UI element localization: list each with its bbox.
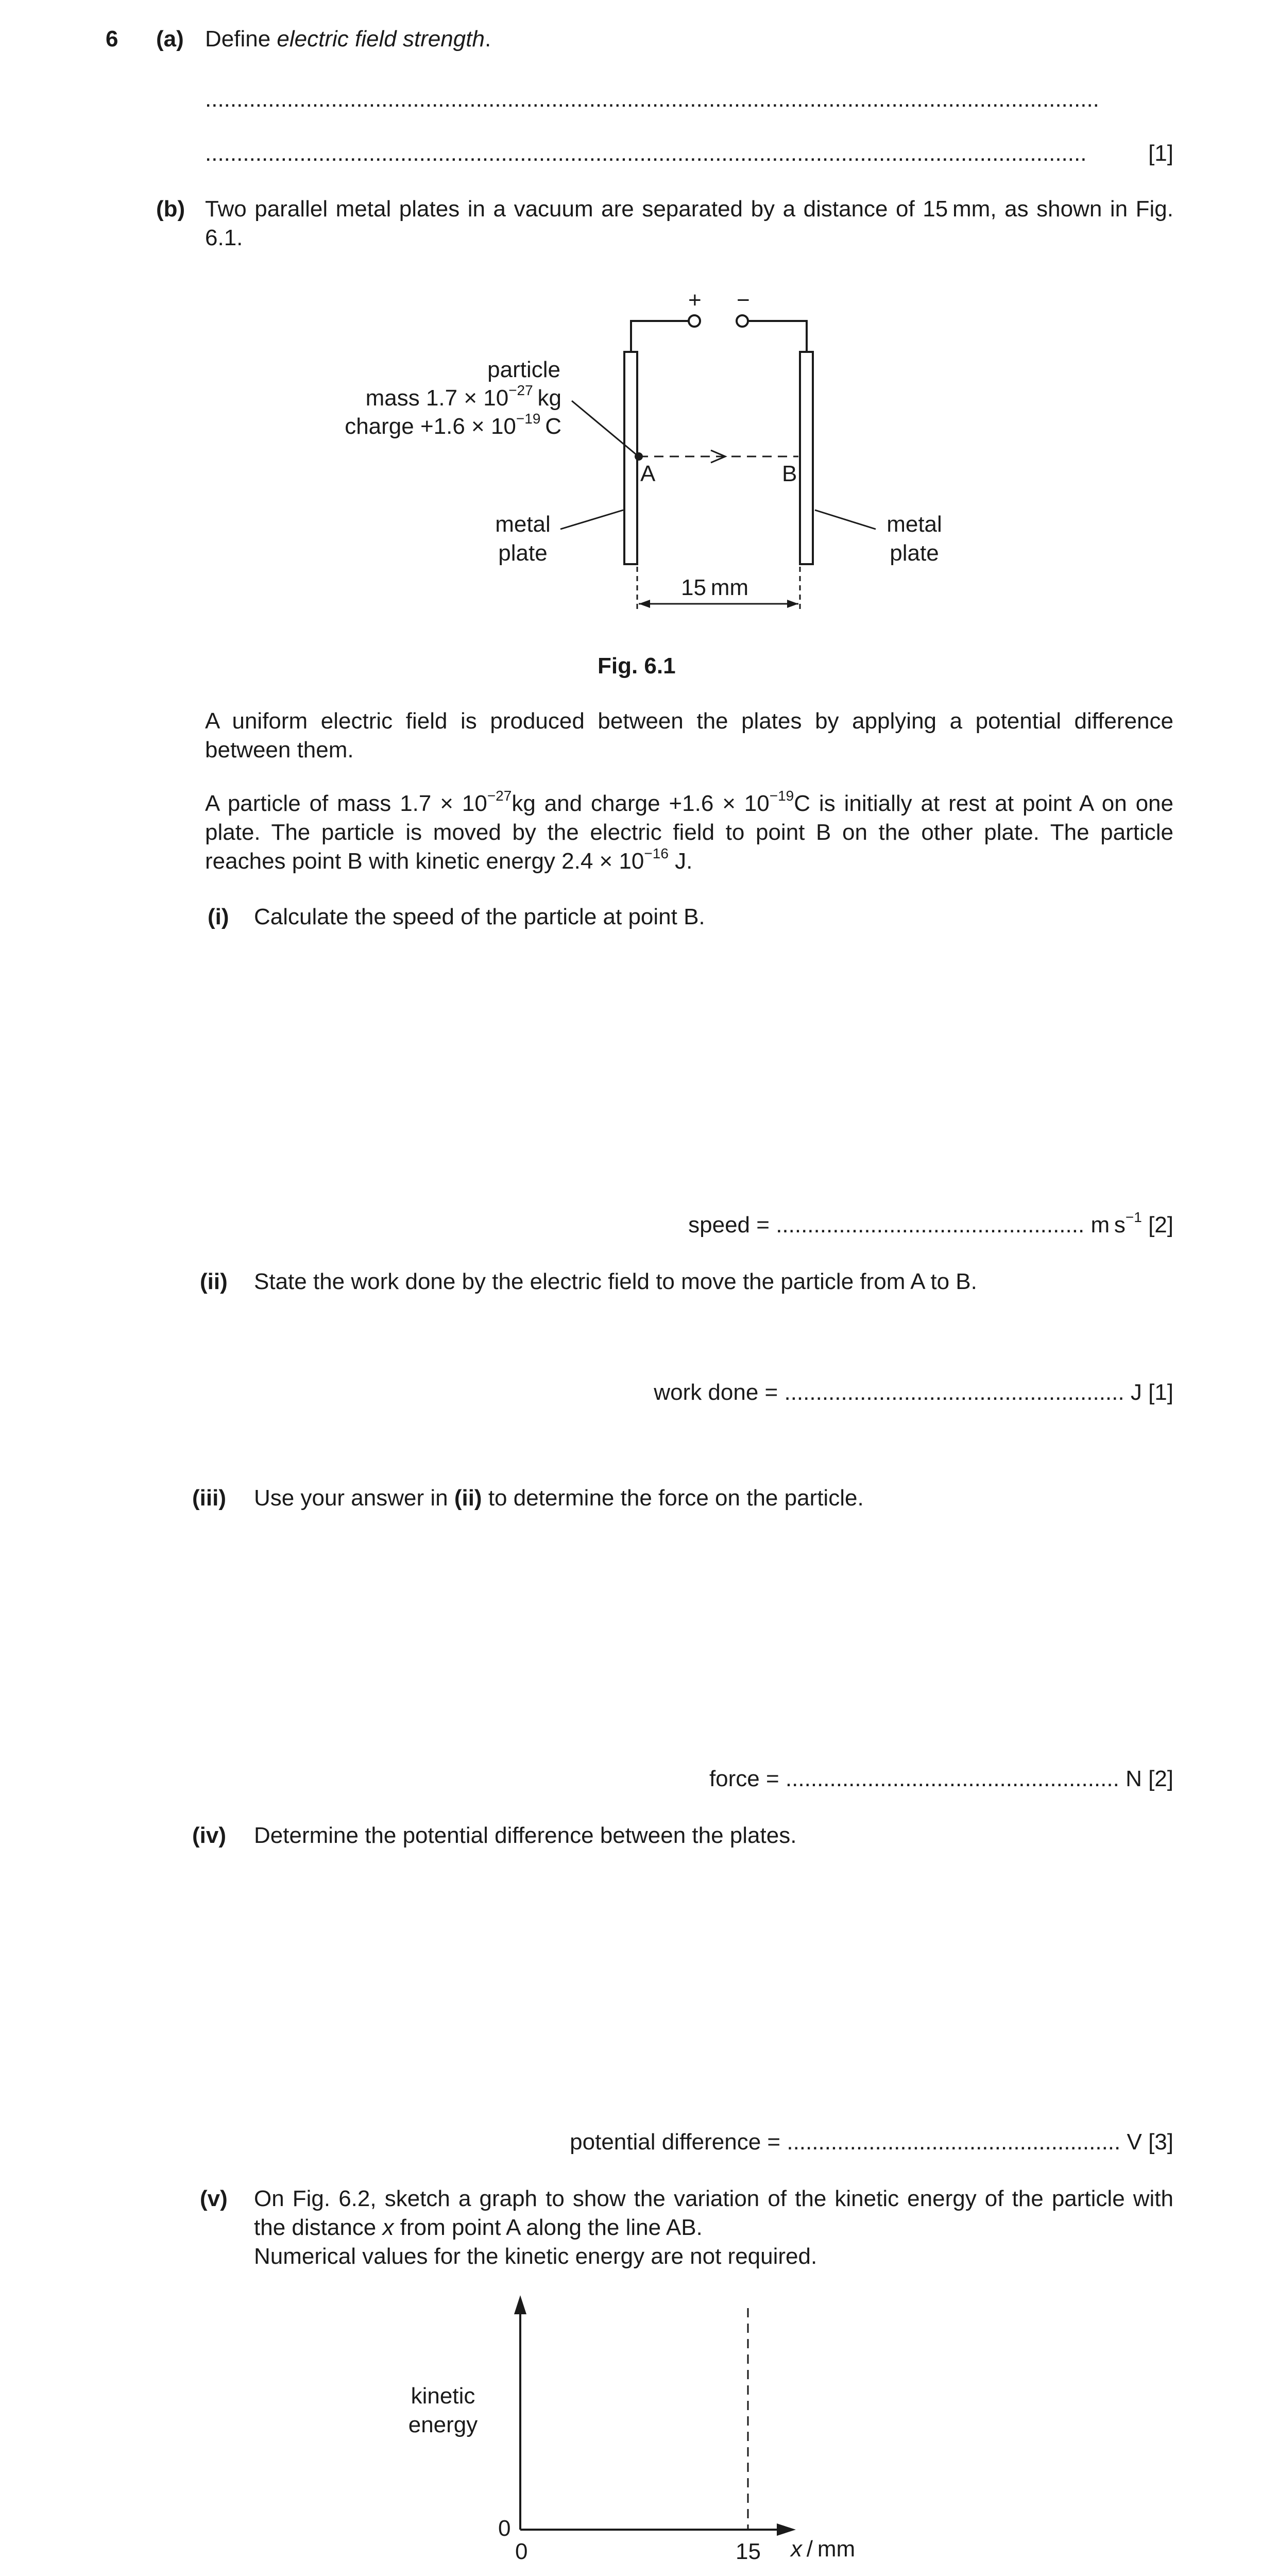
work-dots[interactable]: ......................................................	[784, 1380, 1124, 1405]
y-axis-arrowhead	[514, 2295, 526, 2314]
x-axis-label	[791, 2535, 855, 2564]
work-unit: J	[1130, 1380, 1142, 1405]
right-plate-pointer	[815, 510, 876, 529]
sub-iii-text	[254, 1484, 864, 1513]
sub-v-line-3: Numerical values for the kinetic energy are not required.	[254, 2244, 817, 2269]
force-unit: N	[1126, 1766, 1142, 1791]
speed-dots[interactable]: .................................................	[776, 1212, 1085, 1238]
x-axis-zero: 0	[515, 2539, 528, 2564]
pd-answer-line[interactable]	[361, 2128, 1173, 2157]
field-description: A uniform electric field is produced between the plates by applying a potential difference between them.	[205, 708, 1173, 762]
charge-text: charge +1.6 × 10	[345, 414, 516, 439]
y-axis-label-line-2: energy	[408, 2412, 478, 2437]
part-b-intro: Two parallel metal plates in a vacuum are separated by a distance of 15 mm, as shown in Fig. 6.1.	[205, 196, 1173, 250]
force-dots[interactable]: .....................................................	[785, 1766, 1119, 1791]
particle-desc-exp-2: −19	[769, 788, 794, 804]
work-answer-line[interactable]	[464, 1378, 1173, 1407]
right-metal-word: metal	[887, 512, 942, 537]
force-answer-line[interactable]	[464, 1765, 1173, 1793]
mass-unit: kg	[537, 385, 561, 411]
x-axis-arrowhead	[777, 2523, 796, 2536]
sub-v-line-2-a: the distance	[254, 2215, 383, 2240]
sub-iv-label: (iv)	[192, 1823, 226, 1848]
fig-6-1-caption: Fig. 6.1	[598, 653, 676, 679]
dimension-arrow-left	[639, 600, 650, 608]
part-a-prompt-end: .	[484, 26, 491, 52]
particle-label: particle	[487, 357, 560, 382]
sub-iii-ref: (ii)	[454, 1485, 482, 1511]
particle-desc-part-2: kg and charge +1.6 × 10	[512, 791, 770, 816]
particle-desc-exp-3: −16	[644, 845, 669, 862]
part-a-answer-line-1[interactable]: ..............................................................................................................................................	[205, 87, 1099, 112]
pd-marks: [3]	[1148, 2129, 1173, 2155]
right-metal-label	[878, 510, 950, 568]
y-axis-label	[391, 2382, 495, 2439]
mass-text: mass 1.7 × 10	[365, 385, 509, 411]
sub-ii-text: State the work done by the electric field to move the particle from A to B.	[254, 1269, 977, 1294]
separation-label: 15 mm	[681, 575, 749, 600]
sub-v-label: (v)	[200, 2186, 228, 2211]
sub-v-line-1: On Fig. 6.2, sketch a graph to show the variation of the kinetic energy of the particle with	[254, 2186, 1173, 2211]
point-b-label: B	[782, 461, 797, 486]
left-plate-word: plate	[498, 540, 548, 566]
right-plate-word: plate	[890, 540, 939, 566]
y-axis-zero: 0	[498, 2516, 511, 2541]
part-a-prompt-term: electric field strength	[277, 26, 485, 52]
sub-iii-text-b: to determine the force on the particle.	[482, 1485, 864, 1511]
x-axis-variable: x	[791, 2536, 802, 2562]
sub-ii-label: (ii)	[200, 1269, 228, 1294]
pd-unit: V	[1127, 2129, 1142, 2155]
part-a-label: (a)	[156, 26, 184, 52]
left-plate-pointer	[560, 510, 623, 529]
point-a-label: A	[640, 461, 656, 486]
mass-exponent: −27	[508, 382, 533, 399]
left-metal-word: metal	[495, 512, 551, 537]
dimension-arrow-right	[787, 600, 798, 608]
work-label: work done =	[654, 1380, 778, 1405]
question-number: 6	[106, 26, 118, 52]
part-b-label: (b)	[156, 196, 185, 222]
left-metal-label	[487, 510, 559, 568]
particle-description	[205, 789, 1173, 876]
right-plate	[800, 352, 813, 564]
speed-unit-exponent: −1	[1125, 1209, 1142, 1226]
particle-desc-part-1: A particle of mass 1.7 × 10	[205, 791, 487, 816]
figure-6-1	[0, 0, 1278, 649]
plus-sign: +	[688, 287, 702, 313]
sub-i-text: Calculate the speed of the particle at point B.	[254, 904, 705, 929]
sub-iii-label: (iii)	[192, 1485, 226, 1511]
speed-marks: [2]	[1148, 1212, 1173, 1238]
particle-desc-exp-1: −27	[487, 788, 512, 804]
left-wire	[631, 321, 688, 352]
part-a-prompt-lead: Define	[205, 26, 277, 52]
force-marks: [2]	[1148, 1766, 1173, 1791]
speed-unit: m s	[1090, 1212, 1126, 1238]
particle-mass-label	[309, 384, 561, 413]
right-wire	[748, 321, 807, 352]
force-label: force =	[709, 1766, 779, 1791]
x-axis-unit: / mm	[802, 2536, 856, 2562]
part-a-answer-line-2[interactable]: ............................................................................................................................................	[205, 141, 1087, 166]
x-axis-tick-15: 15	[736, 2539, 761, 2564]
pd-dots[interactable]: .....................................................	[787, 2129, 1121, 2155]
y-axis-label-line-1: kinetic	[411, 2383, 475, 2409]
particle-desc-part-4: J.	[668, 849, 693, 874]
sub-iii-text-a: Use your answer in	[254, 1485, 454, 1511]
sub-v-line-2-b: from point A along the line AB.	[394, 2215, 703, 2240]
charge-unit: C	[545, 414, 561, 439]
particle-charge-label	[288, 412, 561, 441]
speed-label: speed =	[688, 1212, 770, 1238]
work-marks: [1]	[1148, 1380, 1173, 1405]
negative-terminal	[737, 315, 748, 327]
speed-answer-line[interactable]	[464, 1211, 1173, 1240]
minus-sign: −	[737, 287, 750, 313]
sub-v-line-2	[254, 2213, 703, 2242]
sub-iv-text: Determine the potential difference between the plates.	[254, 1823, 797, 1848]
particle-desc-part-3: C is initially at rest at point A on one plate. The particle is moved by the electric field to point B on the other plate. The particle reaches point B with kinetic energy 2.4 × 10	[205, 791, 1173, 874]
pd-label: potential difference =	[570, 2129, 781, 2155]
positive-terminal	[689, 315, 700, 327]
part-a-marks: [1]	[1148, 141, 1173, 166]
sub-v-line-2-x: x	[382, 2215, 394, 2240]
charge-exponent: −19	[516, 411, 541, 427]
sub-i-label: (i)	[208, 904, 229, 929]
